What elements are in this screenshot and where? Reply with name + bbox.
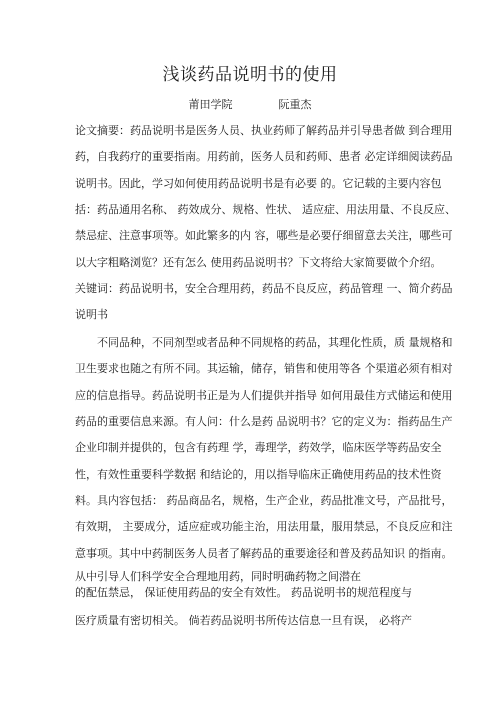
body-line: 企业印制并提供的，包含有药理 学，毒理学，药效学，临床医学等药品安全 xyxy=(75,441,442,454)
abstract-line: 禁忌症、注意事项等。如此繁多的内 容，哪些是必要仔细留意去关注，哪些可 xyxy=(75,229,453,242)
keywords-line: 说明书 xyxy=(75,308,108,321)
body-line: 料。具内容包括： 药品商品名，规格，生产企业，药品批准文号，产品批号， xyxy=(75,494,453,507)
document-title: 浅谈药品说明书的使用 xyxy=(162,65,338,85)
affiliation: 莆田学院 xyxy=(188,98,233,111)
body-line: 的配伍禁忌， 保证使用药品的安全有效性。 药品说明书的规范程度与 xyxy=(75,586,412,599)
body-line: 不同品种，不同剂型或者品种不同规格的药品，其理化性质，质 量规格和 xyxy=(97,336,453,349)
body-line: 药品的重要信息来源。有人问：什么是药 品说明书？它的定义为：指药品生产 xyxy=(75,415,453,428)
body-line: 性，有效性重要科学数据 和结论的，用以指导临床正确使用药品的技术性资 xyxy=(75,468,442,481)
author-name: 阮重杰 xyxy=(278,98,312,111)
abstract-line: 说明书。因此，学习如何使用药品说明书是有必要 的。它记载的主要内容包 xyxy=(75,177,442,190)
body-line: 医疗质量有密切相关。 倘若药品说明书所传达信息一旦有误， 必将产 xyxy=(75,614,412,627)
abstract-line: 括：药品通用名称、 药效成分、规格、性状、 适应症、用法用量、不良反应、 xyxy=(75,203,456,216)
abstract-line: 论文摘要：药品说明书是医务人员、执业药师了解药品并引导患者做 到合理用 xyxy=(75,124,453,137)
body-line: 有效期， 主要成分，适应症或功能主治，用法用量，服用禁忌，不良反应和注 xyxy=(75,520,453,533)
body-line: 意事项。其中中药制医务人员者了解药品的重要途径和普及药品知识 的指南。 xyxy=(75,547,453,560)
author-line xyxy=(0,98,500,112)
body-line: 从中引导人们科学安全合理地用药，同时明确药物之间潜在 xyxy=(75,570,361,583)
body-line: 应的信息指导。药品说明书正是为人们提供并指导 如何用最佳方式储运和使用 xyxy=(75,389,453,402)
abstract-line: 以大字粗略浏览？还有怎么 使用药品说明书？下文将给大家简要做个介绍。 xyxy=(75,256,442,269)
body-line: 卫生要求也随之有所不同。其运输，储存，销售和使用等各 个渠道必须有相对 xyxy=(75,362,453,375)
keywords-line: 关键词：药品说明书，安全合理用药，药品不良反应，药品管理 一、简介药品 xyxy=(75,282,453,295)
abstract-line: 药，自我药疗的重要指南。用药前，医务人员和药师、患者 必定详细阅读药品 xyxy=(75,150,453,163)
